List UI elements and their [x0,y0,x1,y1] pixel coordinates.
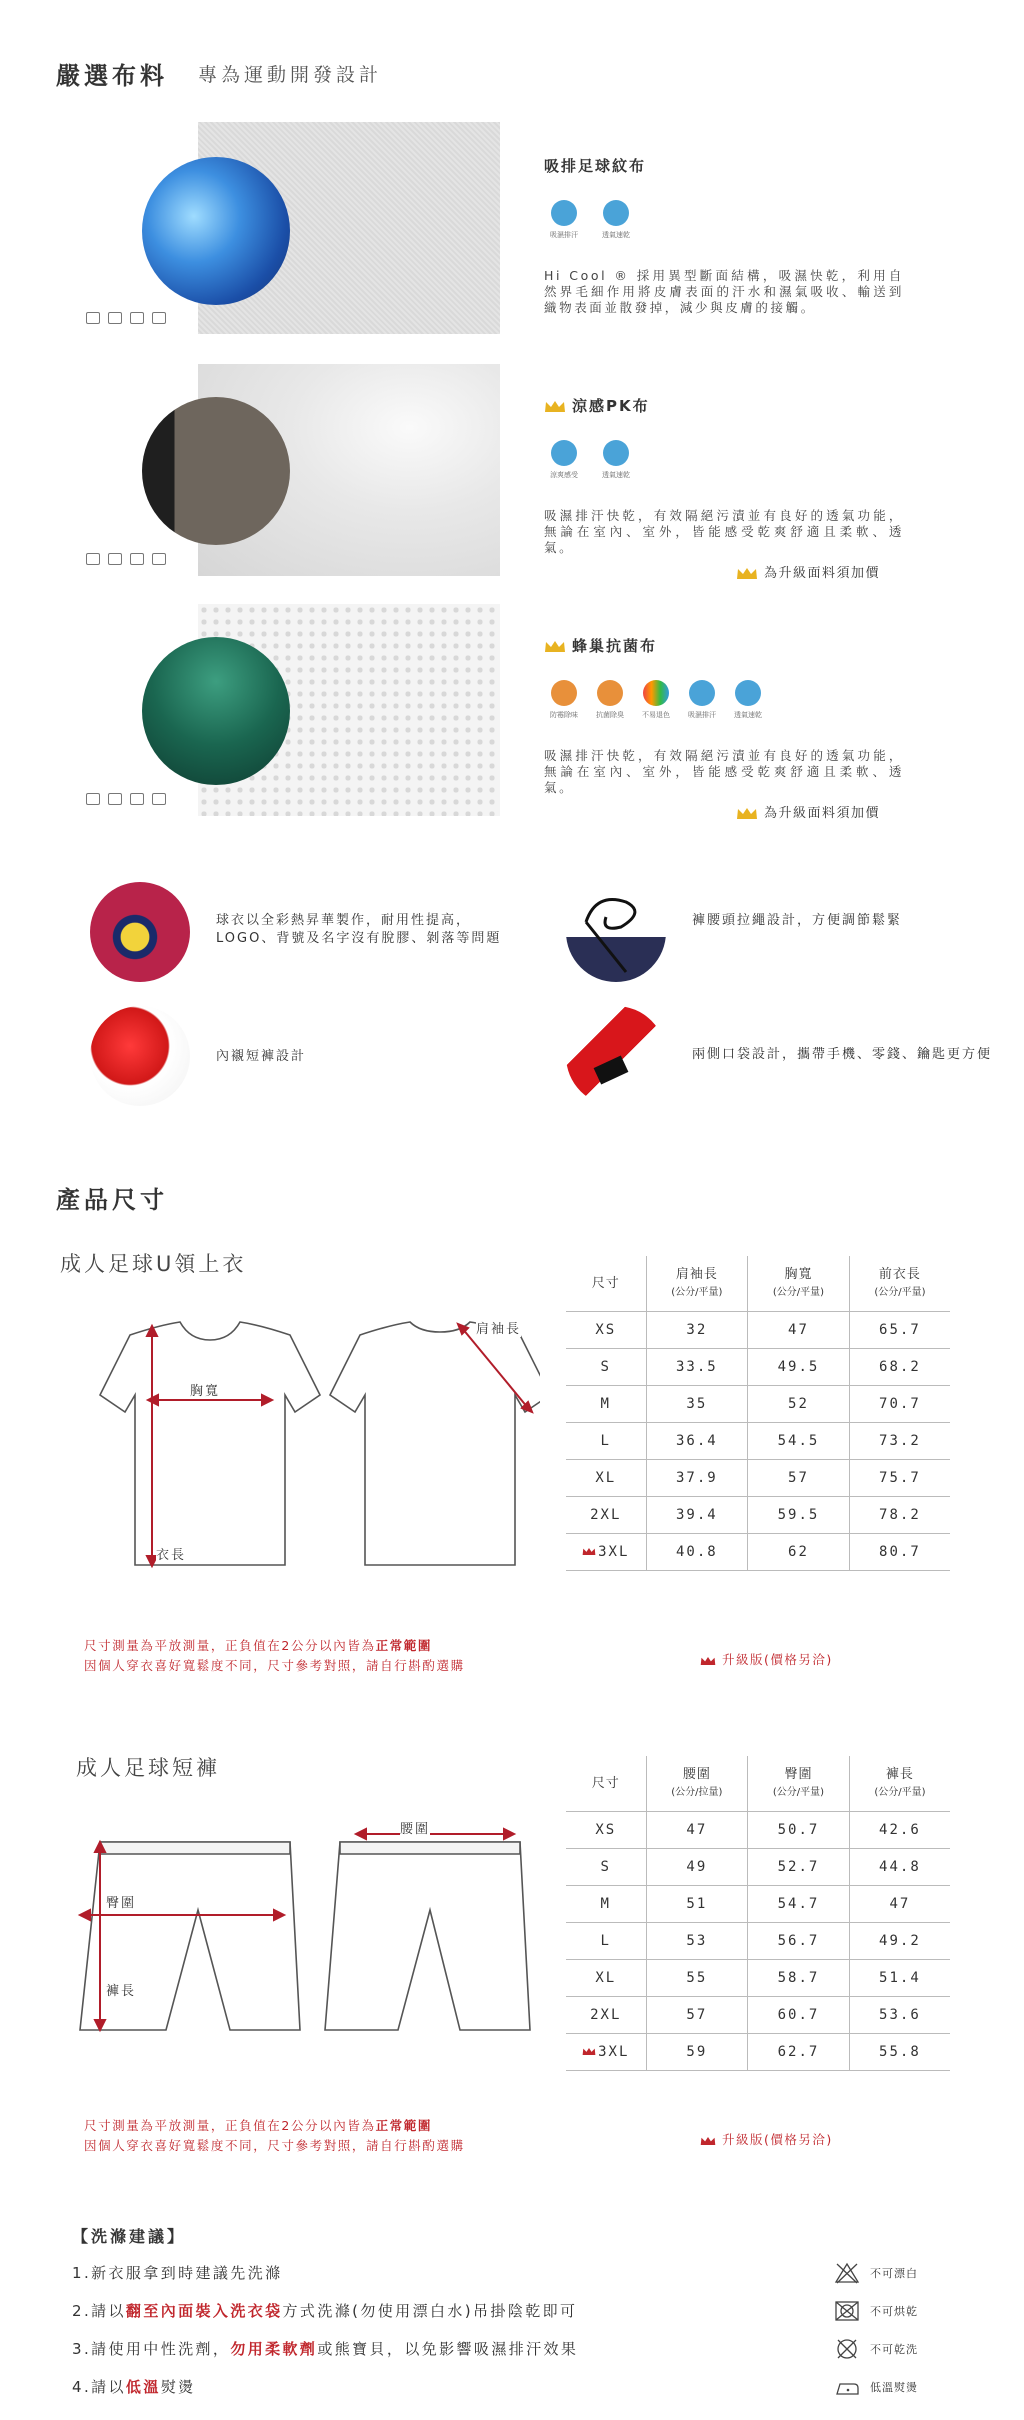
shoulder-label: 肩袖長 [476,1318,521,1337]
colorfast-icon: 不易退色 [636,680,676,720]
feature-text-1: 球衣以全彩熱昇華製作，耐用性提高，LOGO、背號及名字沒有脫膠、剝落等問題 [216,913,502,946]
size-cell: 3XL [566,1533,646,1570]
fabric-title-2: 涼感PK布 [544,395,650,416]
size-row [566,1885,950,1922]
value-cell: 50.7 [748,1811,850,1848]
value-cell: 62.7 [748,2033,850,2070]
value-cell: 51 [646,1885,748,1922]
size-cell: XL [566,1459,646,1496]
section-title-size: 產品尺寸 [56,1186,168,1214]
value-cell: 54.7 [748,1885,850,1922]
value-cell: 78.2 [849,1496,950,1533]
pants-length-label: 褲長 [106,1980,136,1999]
size-cell: XL [566,1959,646,1996]
value-cell: 56.7 [748,1922,850,1959]
value-cell: 59 [646,2033,748,2070]
breathable-icon: 透氣速乾 [728,680,768,720]
size-cell: 2XL [566,1996,646,2033]
shorts-size-note: 尺寸測量為平放測量，正負值在2公分以內皆為正常範圍 因個人穿衣喜好寬鬆度不同，尺寸參考對照，請自行斟酌選購 [84,2118,465,2153]
hip-label: 臀圍 [106,1892,136,1911]
value-cell: 33.5 [646,1348,748,1385]
crown-icon [736,567,758,580]
wash-item: 3.請使用中性洗劑，勿用柔軟劑或熊寶貝，以免影響吸濕排汗效果 [72,2340,579,2358]
breathable-icon: 透氣速乾 [596,200,636,240]
shirt-title: 成人足球U領上衣 [60,1252,247,1276]
crown-icon [544,400,566,413]
shorts-upgrade-note: 升級版(價格另洽) [700,2130,833,2148]
size-cell: M [566,1385,646,1422]
value-cell: 47 [748,1311,850,1348]
length-label: 衣長 [156,1544,186,1563]
fabric-upgrade-2: 為升級面料須加價 [736,562,880,581]
no-tumble-dry-symbol: 不可烘乾 [834,2300,918,2322]
value-cell: 75.7 [849,1459,950,1496]
crown-icon [582,2047,596,2056]
shorts-title: 成人足球短褲 [76,1756,220,1780]
value-cell: 59.5 [748,1496,850,1533]
value-cell: 51.4 [849,1959,950,1996]
low-iron-symbol: 低溫熨燙 [834,2376,918,2398]
size-cell: XS [566,1311,646,1348]
size-row [566,1811,950,1848]
fabric-icons-2 [544,440,636,480]
value-cell: 47 [849,1885,950,1922]
size-cell: 2XL [566,1496,646,1533]
antimold-icon: 防霉除味 [544,680,584,720]
feature-drawstring-image [566,882,666,982]
size-cell: S [566,1848,646,1885]
header-shoulder: 肩袖長 (公分/平量) [646,1256,748,1311]
value-cell: 40.8 [646,1533,748,1570]
size-row [566,1922,950,1959]
value-cell: 53.6 [849,1996,950,2033]
no-tumble-dry-icon [834,2300,860,2322]
crown-icon [700,2136,716,2146]
breathable-icon: 透氣速乾 [596,440,636,480]
wash-item: 4.請以低溫熨燙 [72,2378,196,2396]
size-cell: XS [566,1811,646,1848]
size-cell: L [566,1422,646,1459]
no-bleach-icon [834,2262,860,2284]
shirt-size-note: 尺寸測量為平放測量，正負值在2公分以內皆為正常範圍 因個人穿衣喜好寬鬆度不同，尺寸參考對照，請自行斟酌選購 [84,1638,465,1673]
value-cell: 37.9 [646,1459,748,1496]
fabric-desc-2: 吸濕排汗快乾，有效隔絕污漬並有良好的透氣功能，無論在室內、室外，皆能感受乾爽舒適且柔軟、透氣。 [544,508,904,555]
crown-icon [736,807,758,820]
shorts-size-table [566,1756,950,2071]
value-cell: 32 [646,1311,748,1348]
crown-icon [582,1547,596,1556]
size-row [566,1311,950,1348]
chest-label: 胸寬 [190,1380,220,1399]
size-cell: S [566,1348,646,1385]
value-cell: 35 [646,1385,748,1422]
wash-title: 【洗滌建議】 [72,2227,187,2246]
value-cell: 44.8 [849,1848,950,1885]
size-row [566,2033,950,2070]
care-mini-icons-2 [86,553,166,565]
care-mini-icons-1 [86,312,166,324]
crown-icon [700,1656,716,1666]
shirt-diagram [70,1300,540,1580]
value-cell: 39.4 [646,1496,748,1533]
size-row [566,1496,950,1533]
size-cell: M [566,1885,646,1922]
size-row [566,1959,950,1996]
fabric-upgrade-3: 為升級面料須加價 [736,802,880,821]
fabric-icons-3 [544,680,768,720]
feature-text-4: 兩側口袋設計，攜帶手機、零錢、鑰匙更方便 [692,1047,993,1062]
value-cell: 57 [646,1996,748,2033]
crown-icon [544,640,566,653]
no-dry-clean-symbol: 不可乾洗 [834,2338,918,2360]
feature-jersey-image [90,882,190,982]
size-row [566,1348,950,1385]
feature-pocket-image [566,1006,666,1106]
value-cell: 60.7 [748,1996,850,2033]
size-row [566,1422,950,1459]
fabric-desc-3: 吸濕排汗快乾，有效隔絕污漬並有良好的透氣功能，無論在室內、室外，皆能感受乾爽舒適且柔軟、透氣。 [544,748,904,795]
moisture-icon: 吸濕排汗 [682,680,722,720]
wash-item: 1.新衣服拿到時建議先洗滌 [72,2264,283,2282]
value-cell: 70.7 [849,1385,950,1422]
header-length: 前衣長 (公分/平量) [849,1256,950,1311]
feature-text-2: 褲腰頭拉繩設計，方便調節鬆緊 [692,913,903,928]
size-row [566,1996,950,2033]
value-cell: 55 [646,1959,748,1996]
moisture-icon: 吸濕排汗 [544,200,584,240]
value-cell: 49 [646,1848,748,1885]
size-row [566,1385,950,1422]
section-subtitle-fabric: 專為運動開發設計 [198,64,383,86]
wash-item: 2.請以翻至內面裝入洗衣袋方式洗滌(勿使用漂白水)吊掛陰乾即可 [72,2302,578,2320]
header-hip: 臀圍 (公分/平量) [748,1756,850,1811]
value-cell: 49.2 [849,1922,950,1959]
header-pants-length: 褲長 (公分/平量) [849,1756,950,1811]
size-row [566,1459,950,1496]
fabric-circle-1 [142,157,290,305]
value-cell: 53 [646,1922,748,1959]
value-cell: 36.4 [646,1422,748,1459]
size-row [566,1848,950,1885]
antibacterial-icon: 抗菌除臭 [590,680,630,720]
value-cell: 47 [646,1811,748,1848]
header-size: 尺寸 [566,1756,646,1811]
size-cell: 3XL [566,2033,646,2070]
fabric-title-3: 蜂巢抗菌布 [544,635,657,656]
feature-liner-image [90,1006,190,1106]
value-cell: 58.7 [748,1959,850,1996]
feature-text-3: 內襯短褲設計 [216,1049,307,1064]
fabric-circle-2 [142,397,290,545]
value-cell: 62 [748,1533,850,1570]
value-cell: 52.7 [748,1848,850,1885]
value-cell: 55.8 [849,2033,950,2070]
value-cell: 68.2 [849,1348,950,1385]
no-bleach-symbol: 不可漂白 [834,2262,918,2284]
fabric-title-1: 吸排足球紋布 [544,157,647,175]
waist-label: 腰圍 [400,1818,430,1837]
value-cell: 73.2 [849,1422,950,1459]
value-cell: 80.7 [849,1533,950,1570]
iron-icon [834,2376,860,2398]
fabric-circle-3 [142,637,290,785]
shirt-size-table [566,1256,950,1571]
value-cell: 54.5 [748,1422,850,1459]
header-size: 尺寸 [566,1256,646,1311]
value-cell: 52 [748,1385,850,1422]
value-cell: 42.6 [849,1811,950,1848]
fabric-icons-1 [544,200,636,240]
shorts-diagram [70,1820,540,2050]
fabric-desc-1: Hi Cool ® 採用異型斷面結構，吸濕快乾，利用自然界毛細作用將皮膚表面的汗水和濕氣吸收、輸送到織物表面並散發掉，減少與皮膚的接觸。 [544,268,904,315]
care-mini-icons-3 [86,793,166,805]
no-dry-clean-icon [834,2338,860,2360]
value-cell: 49.5 [748,1348,850,1385]
header-waist: 腰圍 (公分/拉量) [646,1756,748,1811]
size-cell: L [566,1922,646,1959]
value-cell: 57 [748,1459,850,1496]
cool-icon: 涼爽感受 [544,440,584,480]
header-chest: 胸寬 (公分/平量) [748,1256,850,1311]
section-title-fabric: 嚴選布料 [56,62,168,90]
size-row [566,1533,950,1570]
value-cell: 65.7 [849,1311,950,1348]
shirt-upgrade-note: 升級版(價格另洽) [700,1650,833,1668]
